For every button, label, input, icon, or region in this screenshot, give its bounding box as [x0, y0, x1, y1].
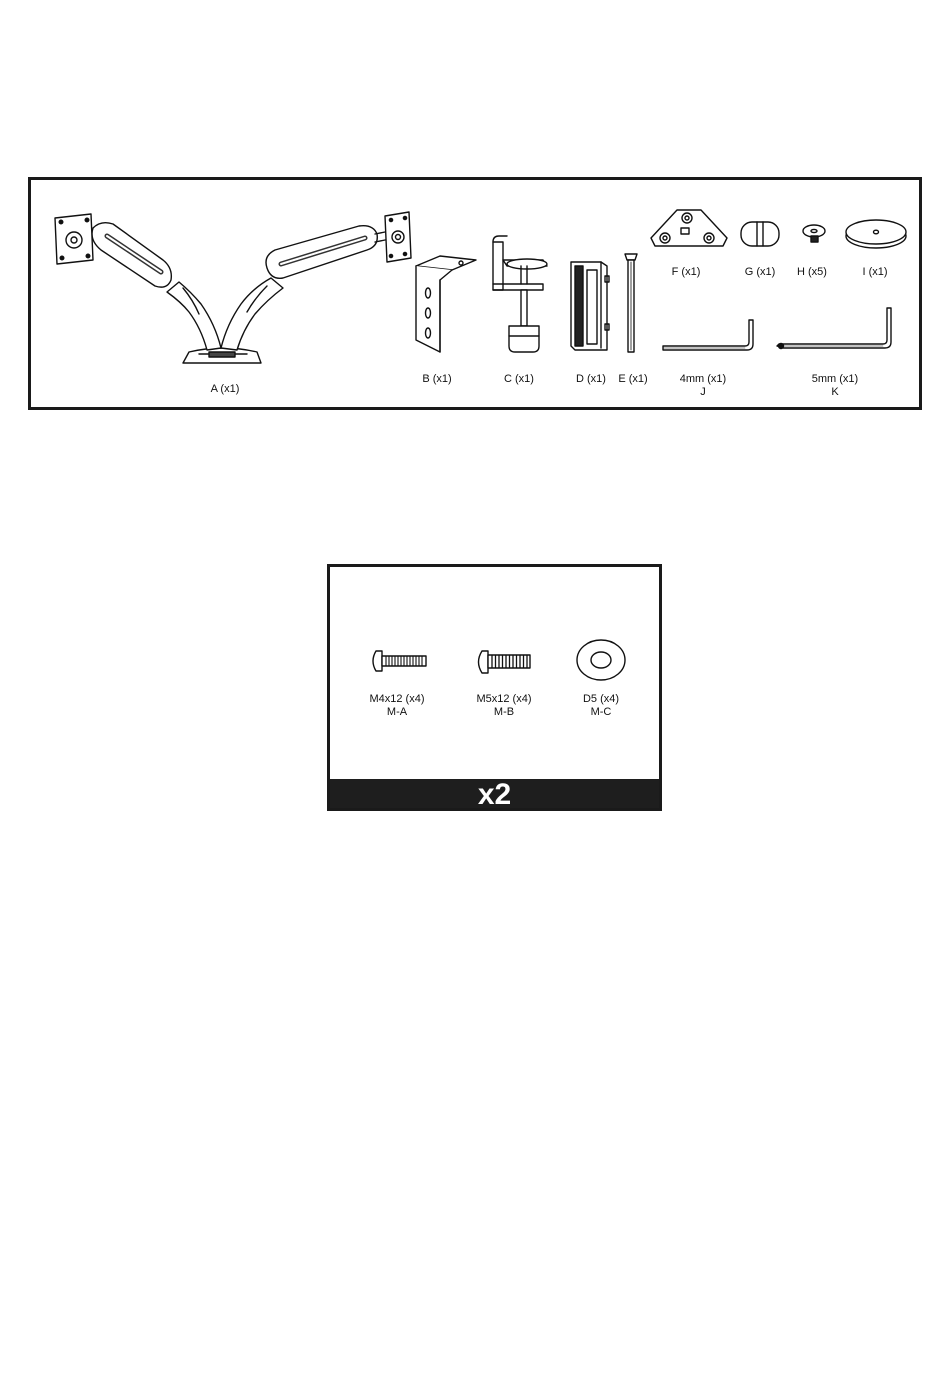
parts-illustrations	[31, 180, 925, 413]
long-bolt-icon	[625, 254, 637, 352]
part-i-label: I (x1)	[862, 266, 888, 278]
hardware-mb-label	[476, 693, 531, 719]
washer-icon	[577, 640, 625, 680]
m5-screw-icon	[479, 651, 531, 673]
hardware-mc-code: M-C	[590, 706, 612, 718]
part-j-size: 4mm (x1)	[679, 373, 727, 385]
hardware-mc-label	[583, 693, 619, 719]
part-c-label: C (x1)	[504, 373, 534, 385]
hex-key-5mm-icon	[777, 308, 891, 349]
part-g-label: G (x1)	[744, 266, 776, 278]
part-j-label	[680, 373, 726, 399]
part-k-label	[812, 373, 858, 399]
grommet-mount-icon	[571, 262, 609, 350]
parts-panel	[28, 177, 922, 410]
hex-key-4mm-icon	[663, 320, 753, 350]
quantity-multiplier-bar	[330, 778, 659, 811]
triangle-plate-icon	[651, 210, 727, 246]
m4-screw-icon	[373, 651, 426, 671]
part-f-label: F (x1)	[671, 266, 701, 278]
part-j-letter: J	[700, 386, 706, 398]
part-d-label: D (x1)	[576, 373, 606, 385]
hardware-illustrations	[330, 567, 665, 814]
hardware-ma-label	[369, 693, 424, 719]
hardware-panel	[327, 564, 662, 811]
small-screw-icon	[803, 225, 825, 242]
hardware-mb-code: M-B	[493, 706, 515, 718]
part-k-size: 5mm (x1)	[811, 373, 859, 385]
part-k-letter: K	[831, 386, 839, 398]
hardware-mb-name: M5x12 (x4)	[476, 693, 532, 705]
part-h-label: H (x5)	[797, 266, 827, 278]
round-cap-icon	[846, 220, 906, 248]
part-e-label: E (x1)	[618, 373, 648, 385]
quantity-multiplier: x2	[477, 778, 512, 811]
bracket-plate-icon	[416, 256, 476, 352]
cover-clip-icon	[741, 222, 779, 246]
hardware-ma-code: M-A	[386, 706, 408, 718]
part-a-label: A (x1)	[210, 383, 240, 395]
hardware-mc-name: D5 (x4)	[582, 693, 620, 705]
hardware-ma-name: M4x12 (x4)	[369, 693, 425, 705]
dual-monitor-arm-icon	[55, 212, 411, 363]
desk-clamp-icon	[493, 236, 547, 352]
part-b-label: B (x1)	[422, 373, 452, 385]
